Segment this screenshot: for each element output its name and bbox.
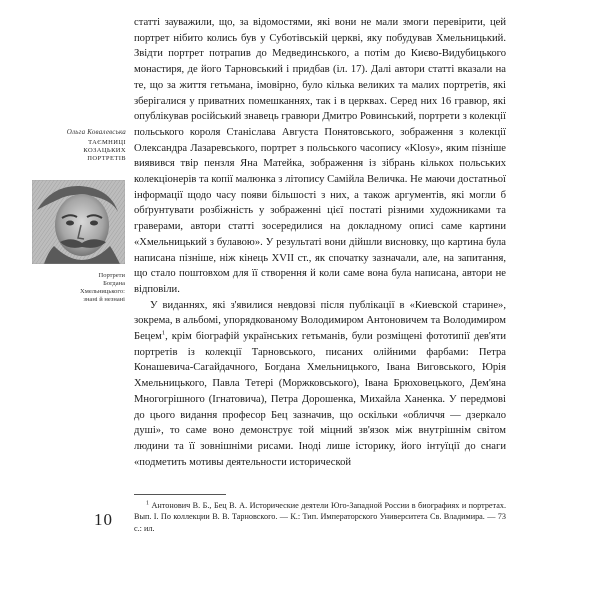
caption-line: Хмельницького: xyxy=(80,288,125,295)
footnote-marker: 1 xyxy=(146,500,149,507)
caption-line: Богдана xyxy=(103,280,125,287)
running-header-title xyxy=(32,139,126,163)
portrait-engraving xyxy=(32,180,125,264)
paragraph: статті зауважили, що, за відомостями, які вони не мали змоги перевірити, цей портрет нібито колись був у Суботівській церкві, яку побудував Хмельницький. Звідти портрет потрапив до Медвединського, а потім до Києво-Видубицького монастиря, де його Тарновський і придбав (іл. 17). Далі автори статті вказали на те, що за життя гетьмана, імовірно, було кілька великих та малих портретів, які зберігалися у приватних помешканнях, так і в церквах. Серед них 16 гравюр, які опублікував російський знавець гравюри Дмитро Ровинський, портрети з колекції польського короля Станіслава Августа Понятовського, зображення з колекції Олександра Лазаревського, портрет з польського часопису «Klosy», яким пізніше виявився твір пензля Яна Матейка, зображення із зібрань кількох польських колекціонерів та копії малюнка з літопису Самійла Величка. Не маючи достатньої інформації щодо часу появи більшості з них, а також аргументів, які могли б обґрунтувати розбіжність у зображенні цієї постаті різними художниками та граверами, автори статті зосередилися на докладному описі саме картини «Хмельницький з булавою». У результаті вони дійшли висновку, що картина була написана пізніше, ніж кінець XVII ст., як спочатку зазначали, але, на запитання, що стало поштовхом для її створення й коли саме вона була написана, автори не відповіли. xyxy=(134,17,506,295)
running-header xyxy=(32,128,126,163)
paragraph-text: , крім біографій українських гетьманів, були розміщені фототипії дев'яти портретів із колекції Тарновського, писаних олійними фарбами: Петра Конашевича-Сагайдачного, Богдана Хмельницького, Івана Виговського, Юрія Хмельницького, Павла Тетері (Моржковського), Івана Брюховецького, Дем'яна Многогрішного (Ігнатовича), Петра Дорошенка, Михайла Ханенка. У передмові до цього видання професор Бец зазначив, що оскільки «обличчя — дзеркало душі», то саме воно демонструє той міцний зв'язок між внутрішнім світом людини та її зовнішніми рисами. Іноді лише історику, його інтуїції до снаги «подметить мотивы деятельности исторической xyxy=(134,331,506,468)
running-header-title-line: КОЗАЦЬКИХ xyxy=(83,147,126,154)
running-header-author: Ольга Ковалевська xyxy=(66,128,126,136)
footnote xyxy=(134,500,506,534)
caption-line: Портрети xyxy=(98,272,125,279)
footnote-divider xyxy=(134,494,226,495)
running-header-title-line: ПОРТРЕТІВ xyxy=(87,155,126,162)
footnote-reference[interactable]: 1 xyxy=(161,329,166,337)
footnote-text: Антонович В. Б., Бец В. А. Исторические деятели Юго-Западной России в биографиях и портретах. Вып. I. По коллекции В. В. Тарновского. — К.: Тип. Императорского Университета Св. Владимира. — 73 с.: ил. xyxy=(134,501,507,533)
caption-line: знані й незнані xyxy=(83,296,125,303)
paragraph-text: У виданнях, які з'явилися невдовзі після публікації в «Киевской старине», зокрема, в альбомі, упорядкованому Володимиром Антоновичем та Володимиром Бецем xyxy=(134,299,506,343)
paragraph xyxy=(134,298,506,471)
portrait-caption xyxy=(32,272,125,304)
running-header-title-line: ТАЄМНИЦІ xyxy=(88,139,126,146)
hetman-portrait-image xyxy=(32,180,125,264)
page-number: 10 xyxy=(94,510,113,529)
body-text xyxy=(134,15,506,470)
